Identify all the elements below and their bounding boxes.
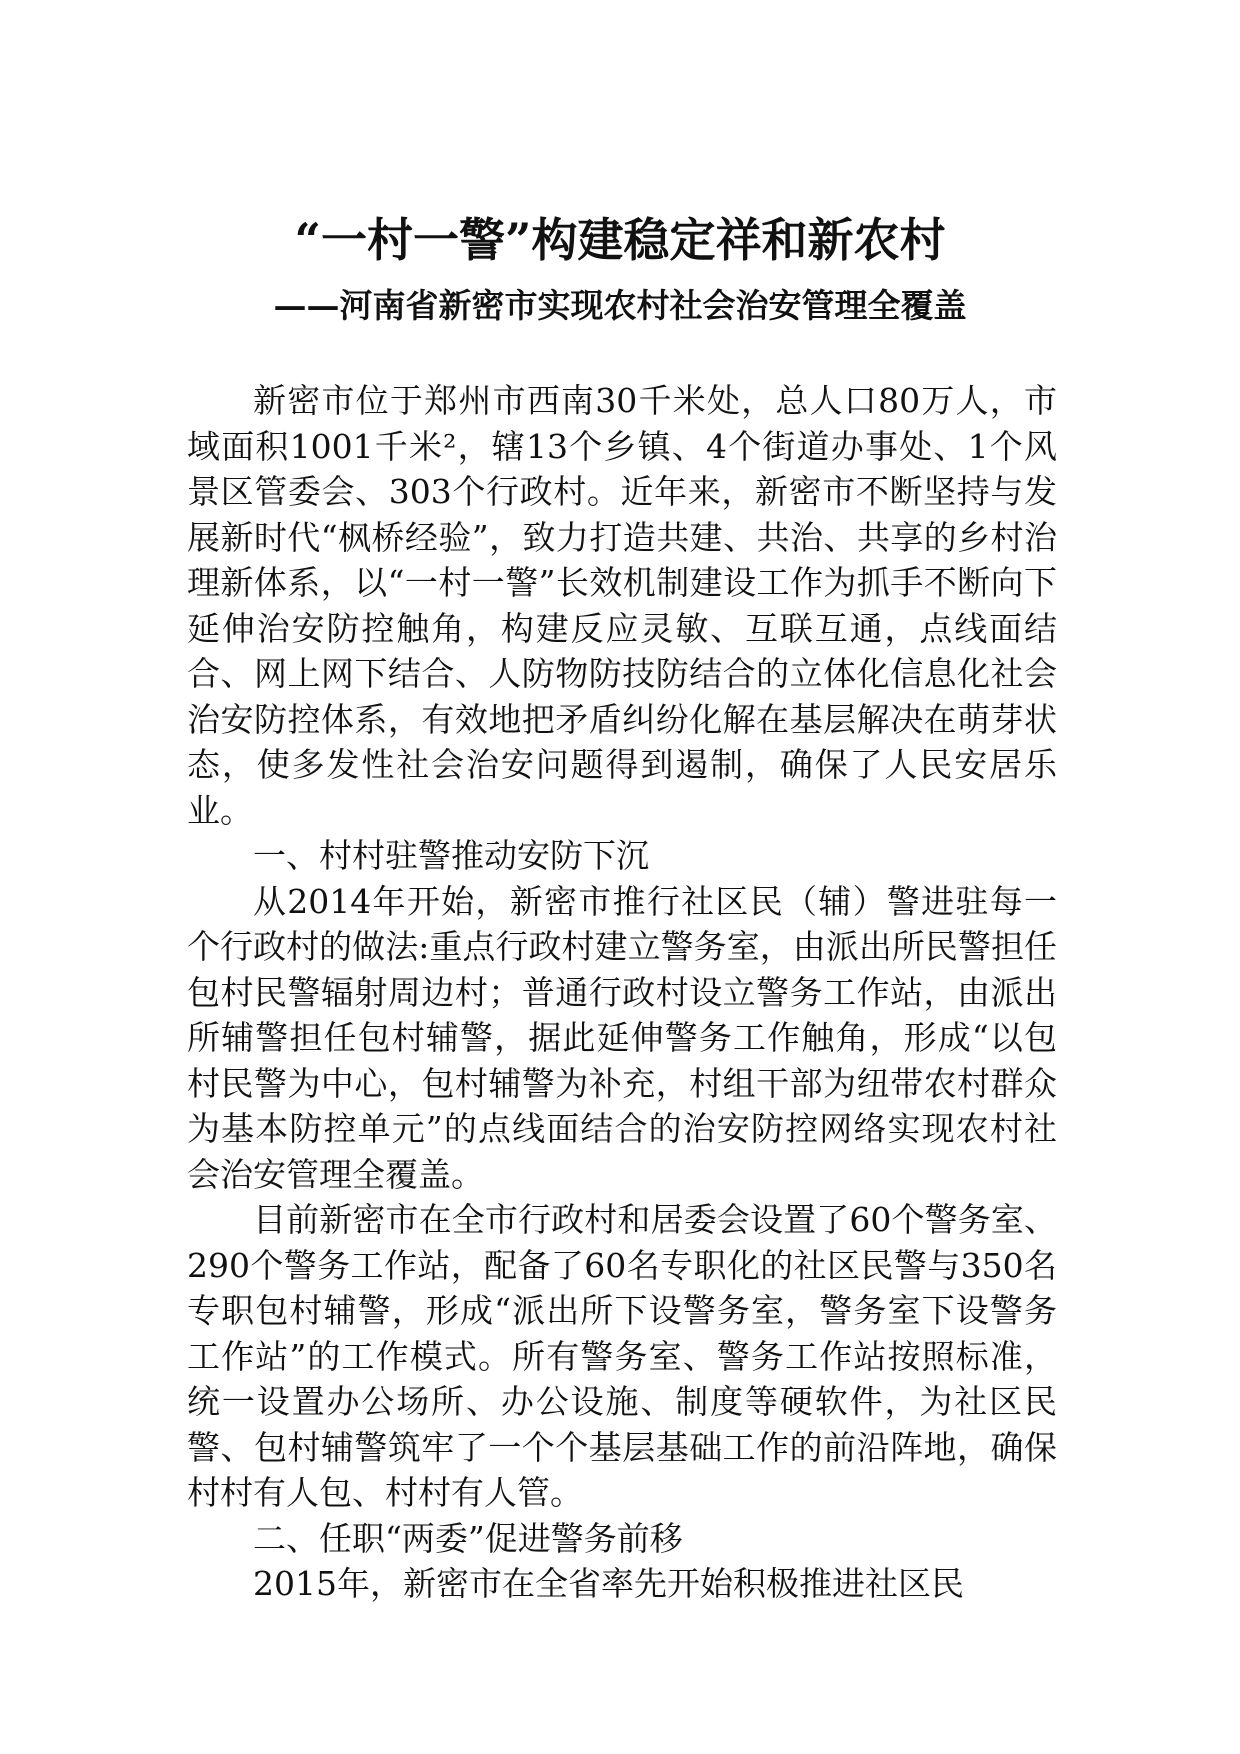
section-heading: 一、村村驻警推动安防下沉 [253, 836, 649, 875]
body-paragraph: 从2014年开始，新密市推行社区民（辅）警进驻每一个行政村的做法:重点行政村建立警务室，由派出所民警担任包村民警辐射周边村；普通行政村设立警务工作站，由派出所辅警担任包村辅警，据此延伸警务工作触角，形成“以包村民警为中心，包村辅警为补充，村组干部为纽带农村群众为基本防控单元”的点线面结合的治安防控网络实现农村社会治安管理全覆盖。 [187, 881, 1057, 1194]
body-paragraph: 2015年，新密市在全省率先开始积极推进社区民 [253, 1564, 964, 1603]
document-title: “一村一警”构建稳定祥和新农村 [294, 213, 946, 267]
body-paragraph: 目前新密市在全市行政村和居委会设置了60个警务室、290个警务工作站，配备了60名专职化的社区民警与350名专职包村辅警，形成“派出所下设警务室，警务室下设警务工作站”的工作模式。所有警务室、警务工作站按照标准，统一设置办公场所、办公设施、制度等硬软件，为社区民警、包村辅警筑牢了一个个基层基础工作的前沿阵地，确保村村有人包、村村有人管。 [187, 1200, 1057, 1512]
body-paragraph: 新密市位于郑州市西南30千米处，总人口80万人，市域面积1001千米²，辖13个乡镇、4个街道办事处、1个风景区管委会、303个行政村。近年来，新密市不断坚持与发展新时代“枫桥经验”，致力打造共建、共治、共享的乡村治理新体系，以“一村一警”长效机制建设工作为抓手不断向下延伸治安防控触角，构建反应灵敏、互联互通，点线面结合、网上网下结合、人防物防技防结合的立体化信息化社会治安防控体系，有效地把矛盾纠纷化解在基层解决在萌芽状态，使多发性社会治安问题得到遏制，确保了人民安居乐业。 [187, 381, 1057, 830]
document-subtitle: ——河南省新密市实现农村社会治安管理全覆盖 [273, 286, 967, 325]
document-body [187, 378, 1057, 1607]
section-heading: 二、任职“两委”促进警务前移 [253, 1518, 683, 1558]
